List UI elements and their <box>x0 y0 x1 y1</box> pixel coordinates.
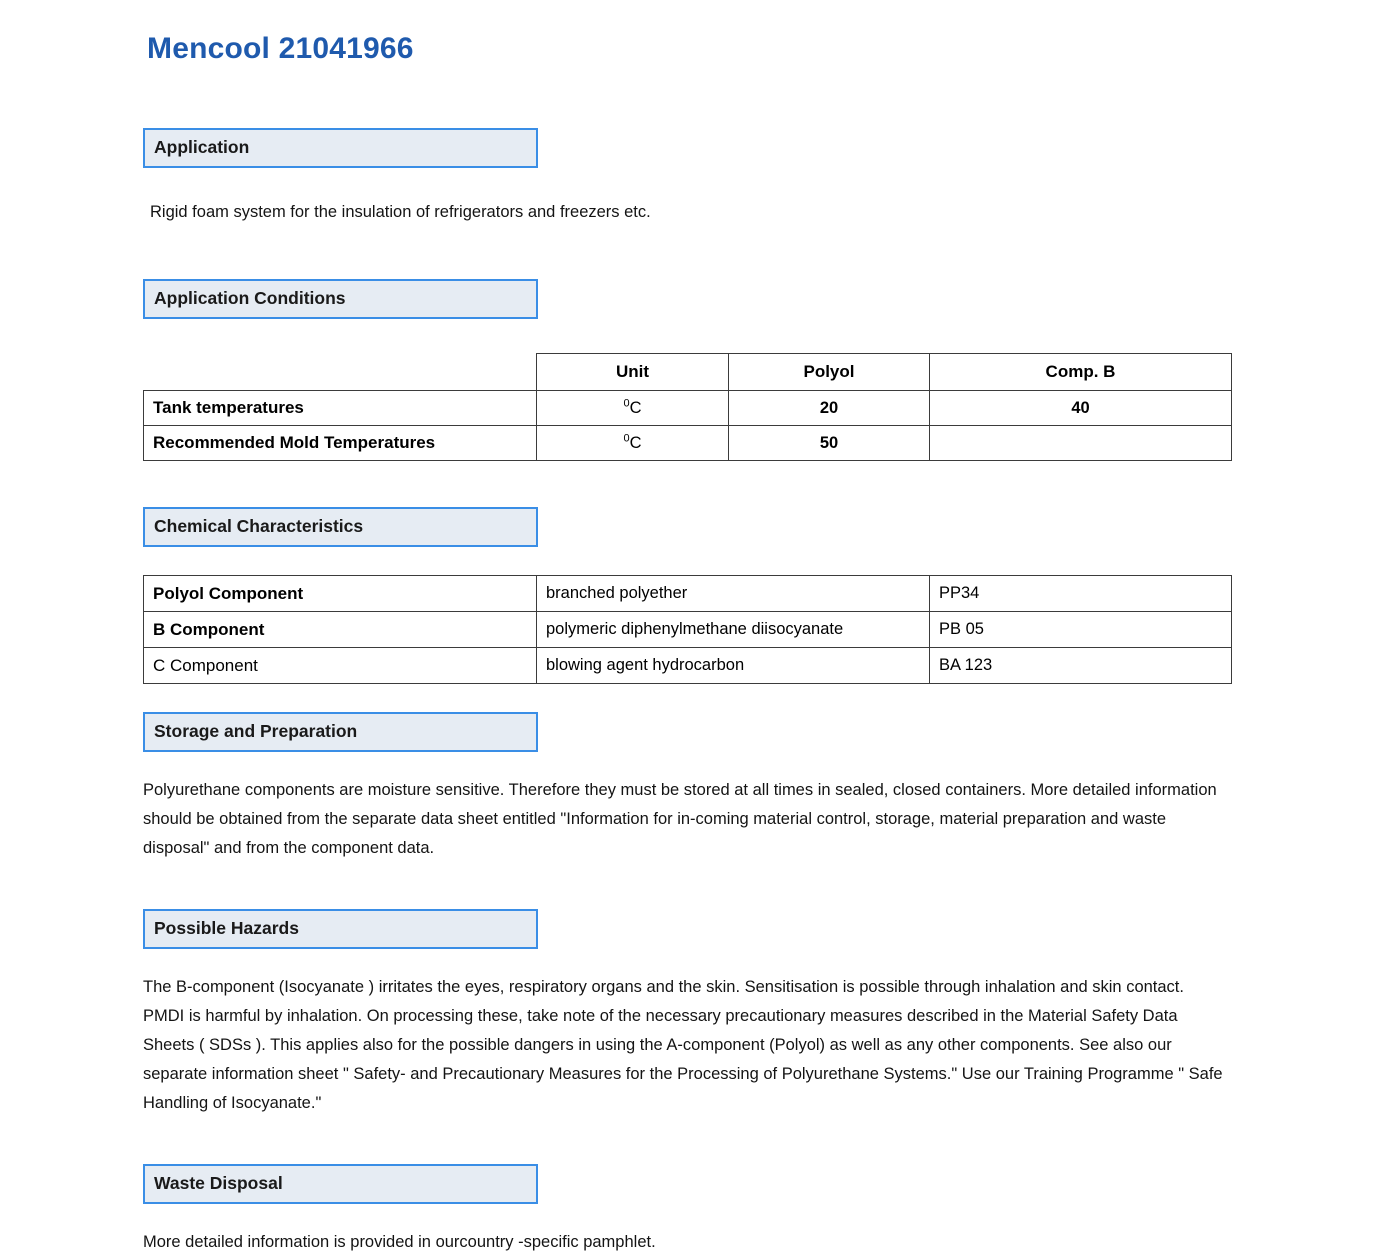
column-header-polyol: Polyol <box>729 354 930 391</box>
section-title-application: Application <box>154 137 250 158</box>
table-row <box>144 391 1232 426</box>
spacer <box>143 684 1233 712</box>
component-code: PB 05 <box>930 612 1232 648</box>
section-header-storage-and-preparation <box>143 712 538 752</box>
application-conditions-table <box>143 353 1232 461</box>
table-header-row <box>144 354 1232 391</box>
cell-unit <box>537 426 729 461</box>
spacer <box>143 1118 1233 1164</box>
section-title-storage-and-preparation: Storage and Preparation <box>154 721 358 742</box>
component-name-c: C Component <box>144 648 537 684</box>
component-description: blowing agent hydrocarbon <box>537 648 930 684</box>
cell-comp-b-value: 40 <box>930 391 1232 426</box>
cell-comp-b-value <box>930 426 1232 461</box>
component-name-polyol: Polyol Component <box>144 576 537 612</box>
degree-superscript: 0 <box>623 397 630 409</box>
component-description: polymeric diphenylmethane diisocyanate <box>537 612 930 648</box>
spacer <box>143 319 1233 353</box>
spacer <box>143 168 1233 198</box>
section-header-possible-hazards <box>143 909 538 949</box>
unit-letter: C <box>629 398 642 417</box>
table-row <box>144 612 1232 648</box>
column-header-comp-b: Comp. B <box>930 354 1232 391</box>
section-header-application <box>143 128 538 168</box>
column-header-unit: Unit <box>537 354 729 391</box>
section-title-possible-hazards: Possible Hazards <box>154 918 299 939</box>
section-title-application-conditions: Application Conditions <box>154 288 346 309</box>
section-header-chemical-characteristics <box>143 507 538 547</box>
table-corner-cell <box>144 354 537 391</box>
spacer <box>143 547 1233 575</box>
unit-letter: C <box>629 433 642 452</box>
spacer <box>143 752 1233 776</box>
spacer <box>143 227 1233 279</box>
degree-superscript: 0 <box>623 432 630 444</box>
spacer <box>143 949 1233 973</box>
possible-hazards-body-text: The B-component (Isocyanate ) irritates the eyes, respiratory organs and the skin. Sensitisation is possible through inhalation and skin contact. PMDI is harmful by inhalation. On processing these, take note of the necessary precautionary measures described in the Material Safety Data Sheets ( SDSs ). This applies also for the possible dangers in using the A-component (Polyol) as well as any other components. See also our separate information sheet " Safety- and Precautionary Measures for the Processing of Polyurethane Systems." Use our Training Programme " Safe Handling of Isocyanate." <box>143 978 1223 1112</box>
document-body <box>143 128 1233 1257</box>
section-title-chemical-characteristics: Chemical Characteristics <box>154 516 364 537</box>
spacer <box>143 1204 1233 1228</box>
page-title: Mencool 21041966 <box>147 32 414 65</box>
section-header-waste-disposal <box>143 1164 538 1204</box>
component-description: branched polyether <box>537 576 930 612</box>
spacer <box>143 461 1233 507</box>
cell-unit <box>537 391 729 426</box>
cell-polyol-value: 50 <box>729 426 930 461</box>
table-row <box>144 426 1232 461</box>
chemical-characteristics-table <box>143 575 1232 684</box>
row-label-tank-temperatures: Tank temperatures <box>144 391 537 426</box>
row-label-recommended-mold-temperatures: Recommended Mold Temperatures <box>144 426 537 461</box>
section-header-application-conditions <box>143 279 538 319</box>
component-code: BA 123 <box>930 648 1232 684</box>
waste-disposal-body-text: More detailed information is provided in ourcountry -specific pamphlet. <box>143 1233 656 1251</box>
component-name-b: B Component <box>144 612 537 648</box>
table-row <box>144 648 1232 684</box>
component-code: PP34 <box>930 576 1232 612</box>
storage-and-preparation-body-text: Polyurethane components are moisture sensitive. Therefore they must be stored at all times in sealed, closed containers. More detailed information should be obtained from the separate data sheet entitled "Information for in-coming material control, storage, material preparation and waste disposal" and from the component data. <box>143 781 1217 857</box>
section-title-waste-disposal: Waste Disposal <box>154 1173 283 1194</box>
cell-polyol-value: 20 <box>729 391 930 426</box>
spacer <box>143 863 1233 909</box>
table-row <box>144 576 1232 612</box>
application-body-text: Rigid foam system for the insulation of refrigerators and freezers etc. <box>150 203 651 221</box>
